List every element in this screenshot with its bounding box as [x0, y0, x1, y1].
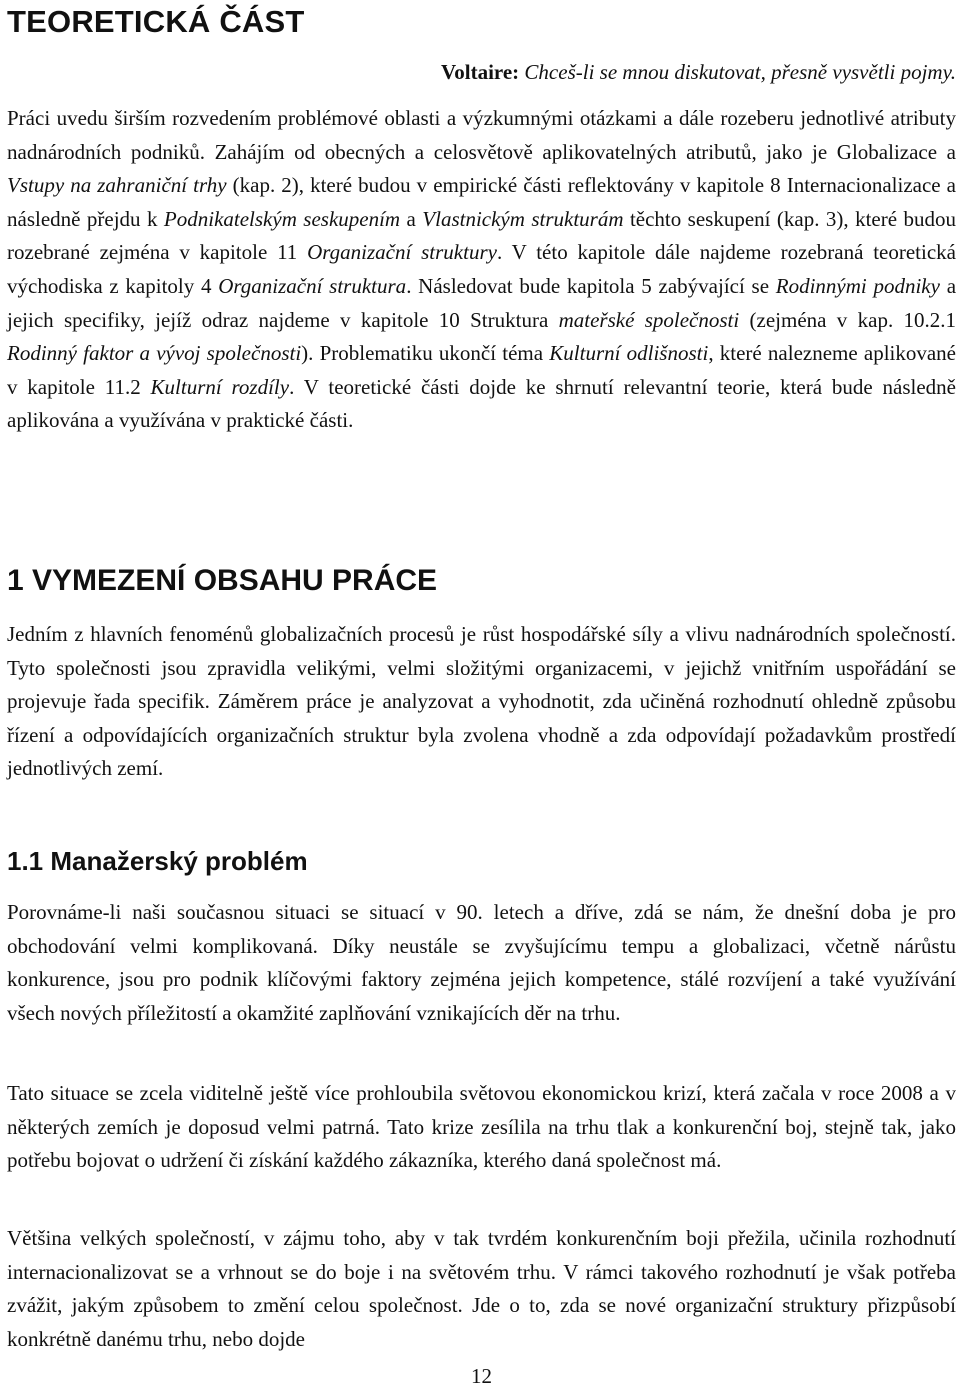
motto-quote: Chceš-li se mnou diskutovat, přesně vysvětli pojmy. — [524, 60, 956, 84]
subsection-paragraph-2: Tato situace se zcela viditelně ještě více prohloubila světovou ekonomickou krizí, která začala v roce 2008 a v některých zemích je doposud velmi patrná. Tato krize zesílila na trhu tlak a konkurenční boj, stejně tak, jako potřebu bojovat o udržení či získání každého zákazníka, kterého daná společnost má. — [7, 1081, 956, 1173]
page-number: 12 — [471, 1364, 492, 1388]
subsection-paragraph-3: Většina velkých společností, v zájmu toho, aby v tak tvrdém konkurenčním boji přežila, učinila rozhodnutí internacionalizovat se a vrhnout se do boje i na světovém trhu. V rámci takového rozhodnutí je však potřeba zvážit, jakým způsobem to změní celou společnost. Jde o to, zda se nové organizační struktury přizpůsobí konkrétně danému trhu, nebo dojde — [7, 1226, 956, 1351]
chapter-title: TEORETICKÁ ČÁST — [7, 4, 305, 39]
motto-author: Voltaire: — [441, 60, 520, 84]
motto — [441, 60, 956, 85]
section-paragraph: Jedním z hlavních fenoménů globalizačních procesů je růst hospodářské síly a vlivu nadnárodních společností. Tyto společnosti jsou zpravidla velikými, velmi složitými organizacemi, v jejichž vnitřním uspořádání se projevuje řada specifik. Záměrem práce je analyzovat a vyhodnotit, zda učiněná rozhodnutí ohledně způsobu řízení a odpovídajících organizačních struktur byla zvolena vhodně a zda odpovídají požadavkům prostředí jednotlivých zemí. — [7, 622, 956, 781]
section-heading: 1 VYMEZENÍ OBSAHU PRÁCE — [7, 564, 438, 597]
subsection-heading: 1.1 Manažerský problém — [7, 846, 308, 876]
intro-paragraph: Práci uvedu širším rozvedením problémové oblasti a výzkumnými otázkami a dále rozeberu jednotlivé atributy nadnárodních podniků. Zahájím od obecných a celosvětově aplikovatelných atributů, jako je Globalizace a Vstupy na zahraniční trhy (kap. 2), které budou v empirické části reflektovány v kapitole 8 Internacionalizace a následně přejdu k Podnikatelským seskupením a Vlastnickým strukturám těchto seskupení (kap. 3), které budou rozebrané zejména v kapitole 11 Organizační struktury. V této kapitole dále najdeme rozebraná teoretická východiska z kapitoly 4 Organizační struktura. Následovat bude kapitola 5 zabývající se Rodinnými podniky a jejich specifiky, jejíž odraz najdeme v kapitole 10 Struktura mateřské společnosti (zejména v kap. 10.2.1 Rodinný faktor a vývoj společnosti). Problematiku ukončí téma Kulturní odlišnosti, které nalezneme aplikované v kapitole 11.2 Kulturní rozdíly. V teoretické části dojde ke shrnutí relevantní teorie, která bude následně aplikována a využívána v praktické části. — [7, 106, 957, 433]
subsection-paragraph-1: Porovnáme-li naši současnou situaci se situací v 90. letech a dříve, zdá se nám, že dnešní doba je pro obchodování velmi komplikovaná. Díky neustále se zvyšujícímu tempu a globalizaci, včetně nárůstu konkurence, jsou pro podnik klíčovými faktory zejména jejich kompetence, stálé rozvíjení a také využívání všech nových příležitostí a okamžité zaplňování vznikajících děr na trhu. — [7, 900, 956, 1025]
